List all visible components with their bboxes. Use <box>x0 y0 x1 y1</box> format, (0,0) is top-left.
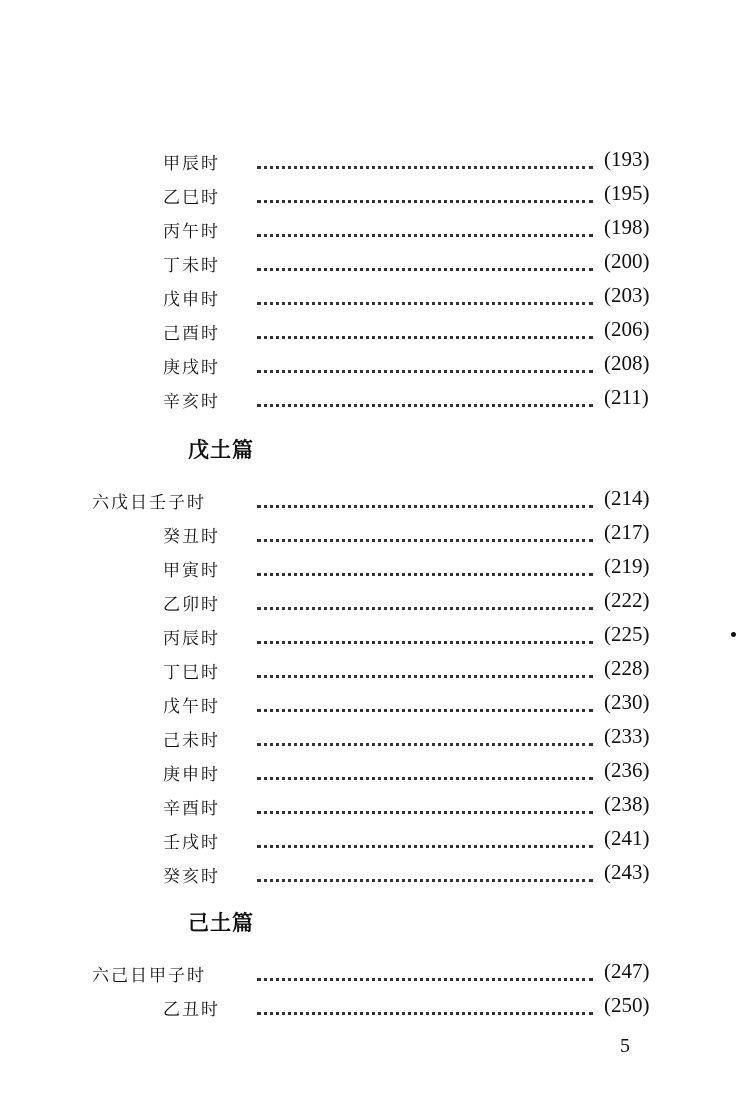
toc-entry <box>0 518 747 552</box>
dot-leader <box>257 525 593 542</box>
entry-page: (238) <box>604 792 650 816</box>
entry-label: 乙丑时 <box>163 1000 220 1020</box>
toc-entry <box>0 688 747 722</box>
toc-entry <box>0 281 747 315</box>
dot-leader <box>257 152 593 169</box>
toc-entry <box>0 383 747 417</box>
toc-entry <box>0 586 747 620</box>
dot-leader <box>257 559 593 576</box>
entry-page: (200) <box>604 249 650 273</box>
dot-leader <box>257 964 593 981</box>
page-number: 5 <box>620 1035 630 1057</box>
toc-entry <box>0 484 747 518</box>
entry-page: (233) <box>604 724 650 748</box>
toc-entry <box>0 247 747 281</box>
toc-entry <box>0 315 747 349</box>
entry-page: (203) <box>604 283 650 307</box>
toc-entry <box>0 349 747 383</box>
entry-label: 辛酉时 <box>163 799 220 819</box>
entry-label: 壬戌时 <box>163 833 220 853</box>
entry-page: (193) <box>604 147 650 171</box>
entry-page: (206) <box>604 317 650 341</box>
toc-entry <box>0 824 747 858</box>
entry-page: (250) <box>604 993 650 1017</box>
dot-leader <box>257 390 593 407</box>
toc-entry <box>0 213 747 247</box>
entry-label: 己未时 <box>163 731 220 751</box>
section-heading: 己土篇 <box>188 910 254 935</box>
entry-label: 庚戌时 <box>163 358 220 378</box>
entry-page: (236) <box>604 758 650 782</box>
entry-page: (228) <box>604 656 650 680</box>
entry-label: 甲辰时 <box>163 154 220 174</box>
toc-entry <box>0 179 747 213</box>
entry-label: 癸丑时 <box>163 527 220 547</box>
entry-page: (230) <box>604 690 650 714</box>
entry-page: (214) <box>604 486 650 510</box>
entry-label: 丁巳时 <box>163 663 220 683</box>
entry-page: (222) <box>604 588 650 612</box>
toc-entry <box>0 145 747 179</box>
dot-leader <box>257 322 593 339</box>
toc-entry <box>0 991 747 1025</box>
dot-leader <box>257 998 593 1015</box>
entry-label: 戊午时 <box>163 697 220 717</box>
entry-page: (198) <box>604 215 650 239</box>
dot-leader <box>257 661 593 678</box>
toc-entry <box>0 654 747 688</box>
entry-label: 六戊日壬子时 <box>92 493 206 513</box>
dot-leader <box>257 491 593 508</box>
toc-entry <box>0 756 747 790</box>
dot-leader <box>257 254 593 271</box>
dot-leader <box>257 763 593 780</box>
dot-leader <box>257 288 593 305</box>
dot-leader <box>257 695 593 712</box>
dot-leader <box>257 729 593 746</box>
section-heading: 戊土篇 <box>188 437 254 462</box>
entry-page: (211) <box>604 385 649 409</box>
toc-entry <box>0 858 747 892</box>
toc-entry <box>0 552 747 586</box>
entry-label: 丙辰时 <box>163 629 220 649</box>
entry-label: 癸亥时 <box>163 867 220 887</box>
entry-page: (247) <box>604 959 650 983</box>
entry-label: 甲寅时 <box>163 561 220 581</box>
entry-page: (243) <box>604 860 650 884</box>
entry-label: 己酉时 <box>163 324 220 344</box>
dot-leader <box>257 831 593 848</box>
entry-page: (208) <box>604 351 650 375</box>
dot-leader <box>257 186 593 203</box>
entry-page: (217) <box>604 520 650 544</box>
entry-label: 乙卯时 <box>163 595 220 615</box>
dot-leader <box>257 356 593 373</box>
entry-label: 丙午时 <box>163 222 220 242</box>
dot-leader <box>257 865 593 882</box>
toc-entry <box>0 722 747 756</box>
entry-page: (195) <box>604 181 650 205</box>
scan-speck <box>731 632 736 637</box>
entry-page: (241) <box>604 826 650 850</box>
entry-page: (219) <box>604 554 650 578</box>
dot-leader <box>257 627 593 644</box>
entry-label: 辛亥时 <box>163 392 220 412</box>
dot-leader <box>257 220 593 237</box>
toc-entry <box>0 957 747 991</box>
dot-leader <box>257 593 593 610</box>
toc-entry <box>0 620 747 654</box>
entry-label: 六己日甲子时 <box>92 966 206 986</box>
entry-page: (225) <box>604 622 650 646</box>
entry-label: 戊申时 <box>163 290 220 310</box>
entry-label: 丁未时 <box>163 256 220 276</box>
dot-leader <box>257 797 593 814</box>
entry-label: 庚申时 <box>163 765 220 785</box>
entry-label: 乙巳时 <box>163 188 220 208</box>
toc-entry <box>0 790 747 824</box>
